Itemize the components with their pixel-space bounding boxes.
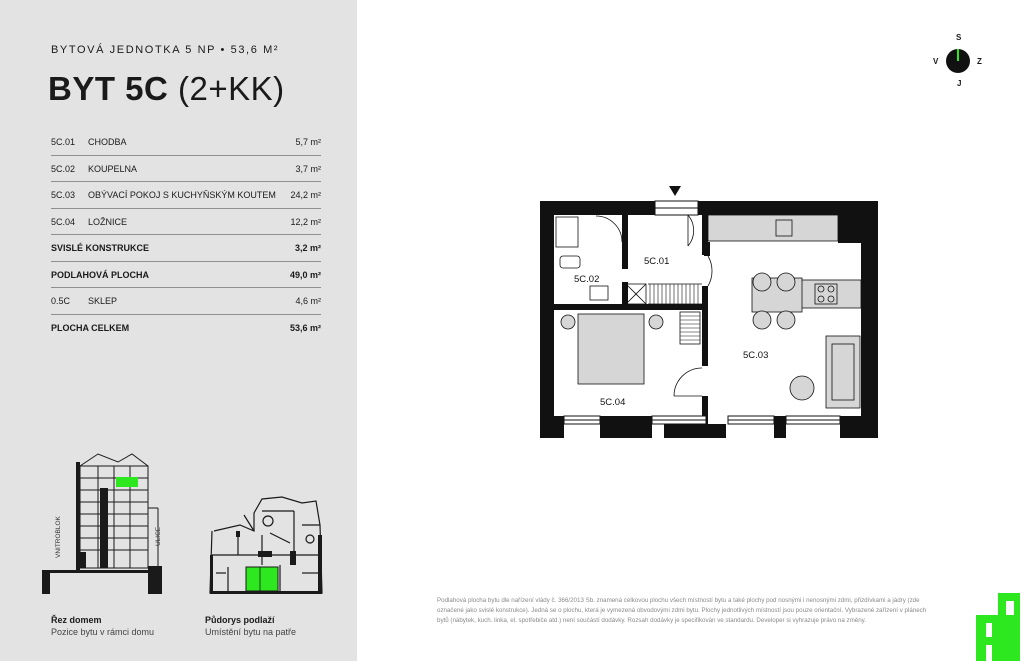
brand-logo-icon: [976, 593, 1034, 661]
structures-row: [51, 235, 321, 262]
building-section-diagram: [40, 448, 170, 596]
total-row: [51, 315, 321, 342]
room-code: 5C.04: [51, 216, 76, 227]
room-name: CHODBA: [88, 137, 127, 147]
room-label-bedroom: 5C.04: [600, 397, 626, 408]
compass-north: S: [956, 33, 962, 42]
room-row: [51, 156, 321, 183]
rooms-table: [51, 129, 321, 341]
row-label: SVISLÉ KONSTRUKCE: [51, 243, 150, 253]
row-label: PODLAHOVÁ PLOCHA: [51, 269, 150, 280]
section-legend: [51, 614, 154, 638]
room-area: 24,2 m²: [290, 190, 321, 200]
apartment-floor-plan: [530, 180, 882, 442]
compass-south: J: [957, 79, 962, 88]
room-label-living: 5C.03: [743, 350, 769, 361]
room-name: SKLEP: [88, 296, 118, 306]
compass-west: V: [933, 57, 939, 66]
unit-title-bold: BYT 5C: [48, 70, 169, 107]
compass-icon: [928, 32, 988, 90]
room-name: KOUPELNA: [88, 163, 138, 174]
floor-legend: [205, 614, 296, 638]
room-code: 0.5C: [51, 296, 71, 306]
row-area: 3,2 m²: [294, 243, 321, 253]
room-name: LOŽNICE: [88, 216, 128, 227]
cellar-row: [51, 288, 321, 315]
section-legend-title: Řez domem: [51, 615, 102, 625]
unit-title-type: (2+KK): [178, 70, 285, 107]
unit-highlight: [246, 567, 278, 591]
floor-plan-overview: [202, 495, 327, 597]
room-code: 5C.01: [51, 137, 76, 147]
room-row: [51, 129, 321, 156]
room-name: OBÝVACÍ POKOJ S KUCHYŇSKÝM KOUTEM: [88, 190, 276, 200]
entrance-arrow-icon: [669, 186, 681, 196]
room-label-bath: 5C.02: [574, 274, 600, 285]
room-code: 5C.02: [51, 163, 76, 174]
room-area: 4,6 m²: [295, 296, 321, 306]
section-label-courtyard: VNITROBLOK: [55, 516, 62, 558]
room-row: [51, 209, 321, 236]
room-row: [51, 182, 321, 209]
floor-area-row: [51, 262, 321, 289]
room-area: 12,2 m²: [290, 216, 321, 227]
section-label-street: ULICE: [155, 526, 162, 546]
legal-footnote: Podlahová plocha bytu dle nařízení vlády č. 366/2013 Sb. znamená celkovou plochu všech místností bytu a také plochy pod nosnými i nenosnými zdmi, přizdívkami a jádry (zde označené jako svislé konstrukce). Jedná se o plochu, která je vymezená obvodovými zdmi bytu. Plochy jednotlivých místností jsou pouze orientační. Vybrazené zařízení v plánech bytů (nábytek, kuch. linka, el. spotřebiče atd.) není součástí dodávky. Rozsah dodávky je specifikován ve standardu. Developer si vyhrazuje právo na změny.: [437, 597, 927, 625]
room-code: 5C.03: [51, 190, 76, 200]
info-panel: [0, 0, 357, 661]
row-area: 49,0 m²: [289, 269, 321, 280]
room-area: 3,7 m²: [295, 163, 321, 174]
row-label: PLOCHA CELKEM: [51, 322, 130, 333]
floor-legend-title: Půdorys podlaží: [205, 615, 275, 625]
section-legend-subtitle: Pozice bytu v rámci domu: [51, 627, 155, 637]
room-label-hall: 5C.01: [644, 256, 670, 267]
unit-highlight: [116, 477, 138, 487]
compass-east: Z: [977, 57, 982, 66]
room-area: 5,7 m²: [295, 137, 321, 147]
unit-subtitle: BYTOVÁ JEDNOTKA 5 NP • 53,6 M²: [51, 44, 280, 56]
unit-title: [48, 70, 285, 108]
row-area: 53,6 m²: [289, 322, 321, 333]
floor-legend-subtitle: Umístění bytu na patře: [205, 627, 297, 637]
